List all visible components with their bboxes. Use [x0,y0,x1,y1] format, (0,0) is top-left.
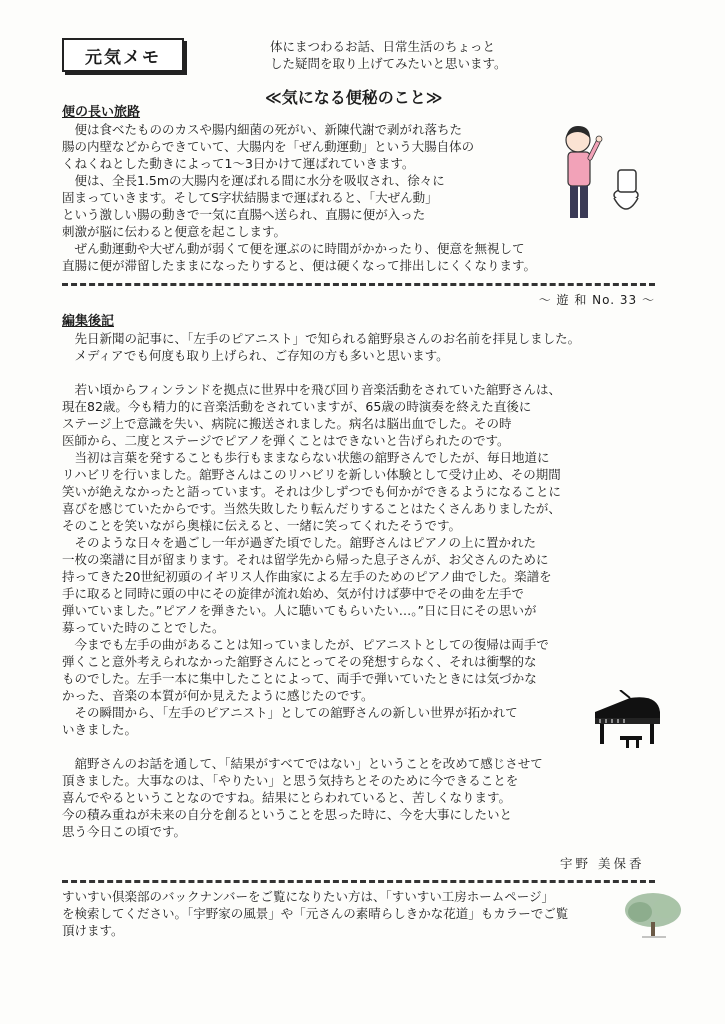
section1-line-7: 刺激が脳に伝わると便意を起こします。 [62,224,287,239]
section1-line-4: 便は、全長1.5mの大腸内を運ばれる間に水分を吸収され、徐々に [62,173,445,188]
section1-line-3: くねくねとした動きによって1～3日かけて運ばれていきます。 [62,156,415,171]
tree-illustration [622,890,684,940]
footer-line-1: すいすい倶楽部のバックナンバーをご覧になりたい方は、「すいすい工房ホームページ」 [62,889,555,904]
author-name: 宇野 美保香 [560,856,645,871]
issue-number: ～ 遊 和 No. 33 ～ [538,293,655,307]
section2-line-19: 今までも左手の曲があることは知っていましたが、ピアニストとしての復帰は両手で [62,637,549,652]
section2-line-18: 募っていた時のことでした。 [62,620,225,635]
section2-line-21: ものでした。左手一本に集中したことによって、両手で弾いていたときには気づかな [62,671,537,686]
section2-line-12: そのことを笑いながら奥様に伝えると、一緒に笑ってくれたそうです。 [62,518,462,533]
section1-line-5: 固まっていきます。そしてS字状結腸まで運ばれると、「大ぜん動」 [62,190,438,205]
footer-line-3: 頂けます。 [62,923,124,938]
section2-line-8: 当初は言葉を発することも歩行もままならない状態の舘野さんでしたが、毎日地道に [62,450,550,465]
section2-heading: 編集後記 [62,314,115,329]
section2-line-5: 現在82歳。今も精力的に音楽活動をされていますが、65歳の時演奏を終えた直後に [62,399,532,414]
section2-line-28: 喜んでやるということなのですね。結果にとらわれていると、苦しくなります。 [62,790,512,805]
grand-piano-illustration [590,690,665,750]
section2-line-4: 若い頃からフィンランドを拠点に世界中を飛び回り音楽活動をされていた舘野さんは、 [62,382,562,397]
section2-line-30: 思う今日この頃です。 [62,824,187,839]
section1-line-1: 便は食べたもののカスや腸内細菌の死がい、新陳代謝で剥がれ落ちた [62,122,463,137]
section2-line-11: 喜びを感じていたからです。当然失敗したり転んだりすることはたくさんありましたが、 [62,501,561,516]
person-toilet-illustration [548,120,643,225]
section2-line-24: いきました。 [62,722,138,737]
section2-line-2: メディアでも何度も取り上げられ、ご存知の方も多いと思います。 [62,348,449,363]
section2-line-9: リハビリを行いました。舘野さんはこのリハビリを新しい体験として受け止め、その期間 [62,467,561,482]
divider-1 [62,283,655,286]
section2-line-15: 持ってきた20世紀初頭のイギリス人作曲家による左手のためのピアノ曲でした。楽譜を [62,569,552,584]
divider-2 [62,880,655,883]
intro-line-2: した疑問を取り上げてみたいと思います。 [270,56,507,71]
section1-heading: 便の長い旅路 [62,105,141,120]
memo-title-box [62,38,184,72]
section2-line-16: 手に取ると同時に頭の中にその旋律が流れ始め、気が付けば夢中でその曲を左手で [62,586,525,601]
section2-line-27: 頂きました。大事なのは、「やりたい」と思う気持ちとそのために今できることを [62,773,519,788]
section2-line-13: そのような日々を過ごし一年が過ぎた頃でした。舘野さんはピアノの上に置かれた [62,535,537,550]
section1-line-2: 腸の内壁などからできていて、大腸内を「ぜん動運動」という大腸自体の [62,139,475,154]
section2-line-23: その瞬間から、「左手のピアニスト」としての舘野さんの新しい世界が拓かれて [62,705,518,720]
section2-line-20: 弾くこと意外考えられなかった舘野さんにとってその発想すらなく、それは衝撃的な [62,654,537,669]
footer-line-2: を検索してください。「宇野家の風景」や「元さんの素晴らしきかな花道」もカラーでご覧 [62,906,569,921]
section2-line-26: 舘野さんのお話を通して、「結果がすべてではない」ということを改めて感じさせて [62,756,543,771]
section1-line-8: ぜん動運動や大ぜん動が弱くて便を運ぶのに時間がかかったり、便意を無視して [62,241,525,256]
section2-line-14: 一枚の楽譜に目が留まります。それは留学先から帰った息子さんが、お父さんのために [62,552,549,567]
section2-line-22: かった、音楽の本質が何か見えたように感じたのです。 [62,688,374,703]
page-title: ≪気になる便秘のこと≫ [265,88,443,107]
section1-line-6: という激しい腸の動きで一気に直腸へ送られ、直腸に便が入った [62,207,426,222]
section2-line-7: 医師から、二度とステージでピアノを弾くことはできないと告げられたのです。 [62,433,510,448]
section2-line-1: 先日新聞の記事に、「左手のピアニスト」で知られる舘野泉さんのお名前を拝見しました。 [62,331,581,346]
section2-line-17: 弾いていました。”ピアノを弾きたい。人に聴いてもらいたい…。”日に日にその思いが [62,603,537,618]
section2-line-10: 笑いが絶えなかったと語っています。それは少しずつでも何かができるようになることに [62,484,562,499]
section2-line-6: ステージ上で意識を失い、病院に搬送されました。病名は脳出血でした。その時 [62,416,512,431]
intro-line-1: 体にまつわるお話、日常生活のちょっと [270,39,496,54]
section2-line-29: 今の積み重ねが未来の自分を創るということを思った時に、今を大事にしたいと [62,807,513,822]
memo-title: 元気メモ [85,47,161,68]
section1-line-9: 直腸に便が滞留したままになったりすると、便は硬くなって排出しにくくなります。 [62,258,537,273]
